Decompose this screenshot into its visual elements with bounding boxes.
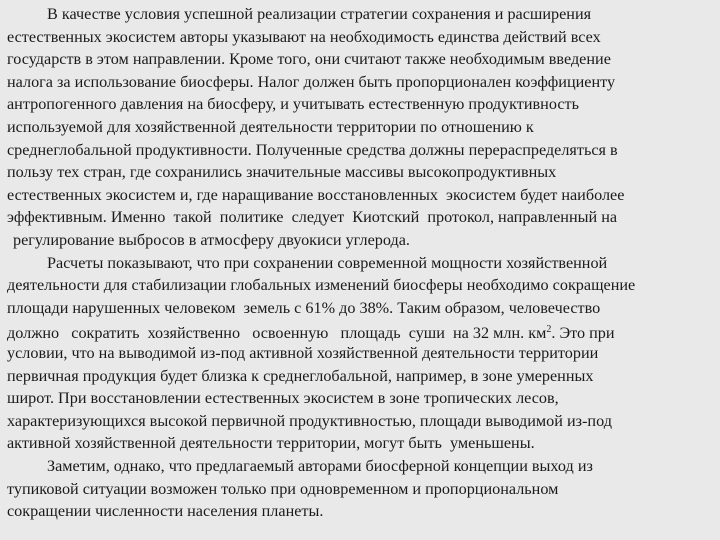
paragraph-2-line-4-text: должно сократить хозяйственно освоенную площадь суши на 32 млн. км [7, 324, 547, 343]
paragraph-3-line-2: тупиковой ситуации возможен только при одновременном и пропорциональном [7, 479, 559, 498]
paragraph-1-line-2: естественных экосистем авторы указывают на необходимость единства действий всех [7, 27, 601, 46]
paragraph-2-line-4-tail: . Это при [551, 324, 615, 343]
paragraph-1-line-11: регулирование выбросов в атмосферу двуокиси углерода. [13, 231, 410, 249]
paragraph-1-line-3: государств в этом направлении. Кроме того, они считают также необходимым введение [7, 50, 611, 69]
paragraph-2-line-8: характеризующихся высокой первичной продуктивностью, площади выводимой из-под [7, 411, 612, 430]
paragraph-2-line-9: активной хозяйственной деятельности территории, могут быть уменьшены. [7, 434, 535, 453]
paragraph-3-line-3: сокращении численности населения планеты. [7, 502, 324, 521]
paragraph-1-line-7: среднеглобальной продуктивности. Полученные средства должны перераспределяться в [7, 140, 618, 159]
paragraph-2-line-6: первичная продукция будет близка к среднеглобальной, например, в зоне умеренных [7, 366, 594, 385]
paragraph-3-line-1: Заметим, однако, что предлагаемый авторами биосферной концепции выход из [47, 457, 593, 475]
paragraph-1-line-10: эффективным. Именно такой политике следует Киотский протокол, направленный на [7, 208, 618, 227]
paragraph-2-line-1: Расчеты показывают, что при сохранении современной мощности хозяйственной [47, 253, 608, 272]
superscript-two: 2 [546, 324, 552, 336]
paragraph-2-line-3: площади нарушенных человеком земель с 61% до 38%. Таким образом, человечество [7, 298, 601, 317]
paragraph-1-line-1: В качестве условия успешной реализации стратегии сохранения и расширения [47, 5, 592, 23]
paragraph-2-line-2: деятельности для стабилизации глобальных изменений биосферы необходимо сокращение [7, 276, 636, 295]
paragraph-2-line-5: условии, что на выводимой из-под активной хозяйственной деятельности территории [7, 344, 599, 362]
paragraph-2-line-4 [7, 319, 615, 341]
paragraph-1-line-5: антропогенного давления на биосферу, и учитывать естественную продуктивность [7, 95, 579, 114]
document-page [7, 3, 713, 537]
paragraph-1-line-9: естественных экосистем и, где наращивание восстановленных экосистем будет наиболее [7, 185, 625, 204]
paragraph-2-line-7: широт. При восстановлении естественных экосистем в зоне тропических лесов, [7, 389, 559, 408]
paragraph-1-line-4: налога за использование биосферы. Налог должен быть пропорционален коэффициенту [7, 72, 616, 91]
paragraph-1-line-6: используемой для хозяйственной деятельности территории по отношению к [7, 118, 534, 136]
paragraph-1-line-8: пользу тех стран, где сохранились значительные массивы высокопродуктивных [7, 163, 557, 182]
